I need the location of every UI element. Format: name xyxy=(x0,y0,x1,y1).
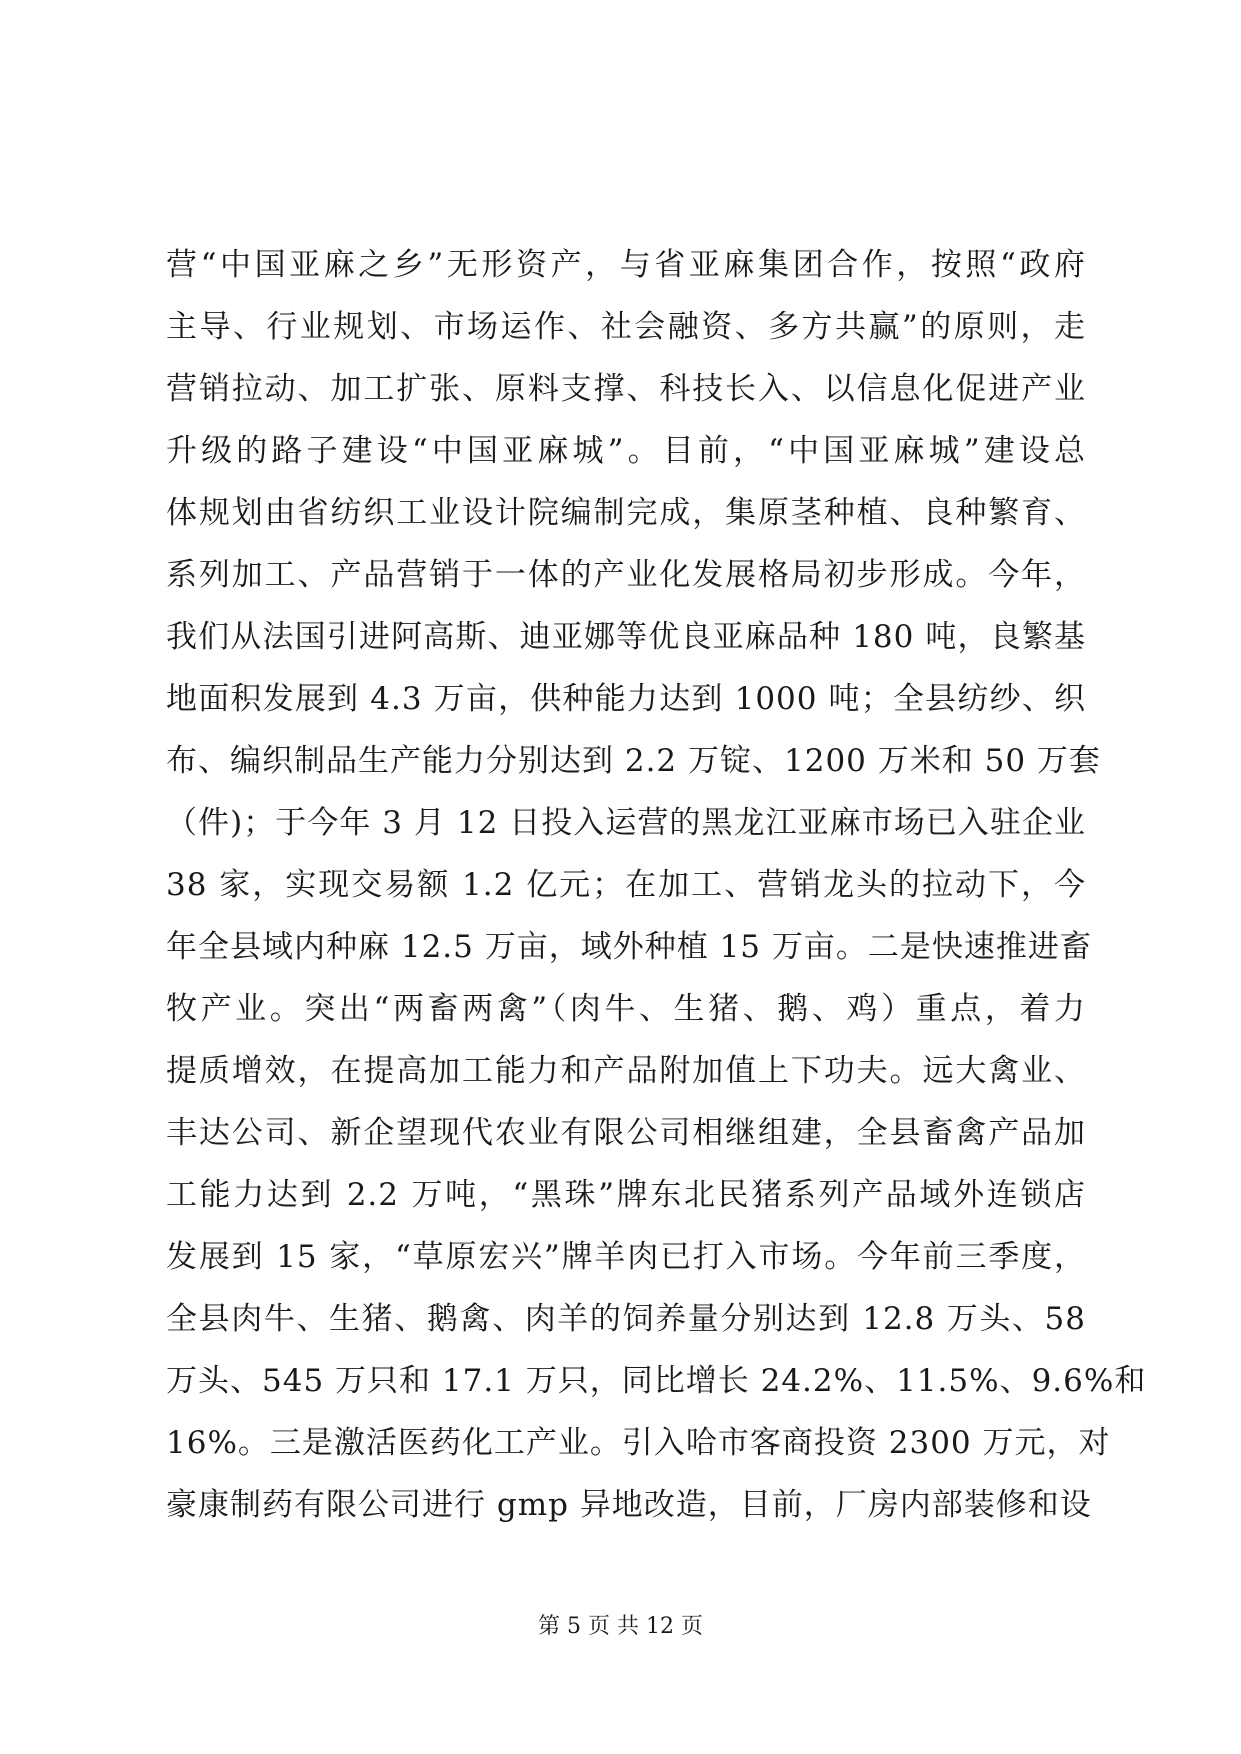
text-line: 16%。三是激活医药化工产业。引入哈市客商投资 2300 万元，对 xyxy=(166,1425,1111,1461)
text-line: 升级的路子建设“中国亚麻城”。目前，“中国亚麻城”建设总 xyxy=(166,433,1086,469)
text-line: 全县肉牛、生猪、鹅禽、肉羊的饲养量分别达到 12.8 万头、58 xyxy=(166,1301,1086,1337)
text-line: 牧产业。突出“两畜两禽”（肉牛、生猪、鹅、鸡）重点，着力 xyxy=(166,991,1086,1027)
text-line: （件)；于今年 3 月 12 日投入运营的黑龙江亚麻市场已入驻企业 xyxy=(166,805,1086,841)
text-line: 38 家，实现交易额 1.2 亿元；在加工、营销龙头的拉动下，今 xyxy=(166,867,1086,903)
text-line: 提质增效，在提高加工能力和产品附加值上下功夫。远大禽业、 xyxy=(166,1053,1086,1089)
text-line: 年全县域内种麻 12.5 万亩，域外种植 15 万亩。二是快速推进畜 xyxy=(166,929,1092,965)
text-line: 万头、545 万只和 17.1 万只，同比增长 24.2%、11.5%、9.6%和 xyxy=(166,1363,1147,1399)
text-line: 我们从法国引进阿高斯、迪亚娜等优良亚麻品种 180 吨，良繁基 xyxy=(166,619,1086,655)
body-paragraph xyxy=(166,234,1147,1536)
text-line: 丰达公司、新企望现代农业有限公司相继组建，全县畜禽产品加 xyxy=(166,1115,1086,1151)
text-line: 地面积发展到 4.3 万亩，供种能力达到 1000 吨；全县纺纱、织 xyxy=(166,681,1086,717)
text-line: 系列加工、产品营销于一体的产业化发展格局初步形成。今年， xyxy=(166,557,1086,593)
text-line: 主导、行业规划、市场运作、社会融资、多方共赢”的原则，走 xyxy=(166,309,1086,345)
text-line: 布、编织制品生产能力分别达到 2.2 万锭、1200 万米和 50 万套 xyxy=(166,743,1101,779)
text-line: 豪康制药有限公司进行 gmp 异地改造，目前，厂房内部装修和设 xyxy=(166,1487,1092,1523)
page-number-footer: 第 5 页 共 12 页 xyxy=(538,1614,703,1639)
text-line: 营“中国亚麻之乡”无形资产，与省亚麻集团合作，按照“政府 xyxy=(166,247,1086,283)
text-line: 发展到 15 家，“草原宏兴”牌羊肉已打入市场。今年前三季度， xyxy=(166,1239,1086,1275)
text-line: 营销拉动、加工扩张、原料支撑、科技长入、以信息化促进产业 xyxy=(166,371,1086,407)
text-line: 体规划由省纺织工业设计院编制完成，集原茎种植、良种繁育、 xyxy=(166,495,1086,531)
text-line: 工能力达到 2.2 万吨，“黑珠”牌东北民猪系列产品域外连锁店 xyxy=(166,1177,1086,1213)
